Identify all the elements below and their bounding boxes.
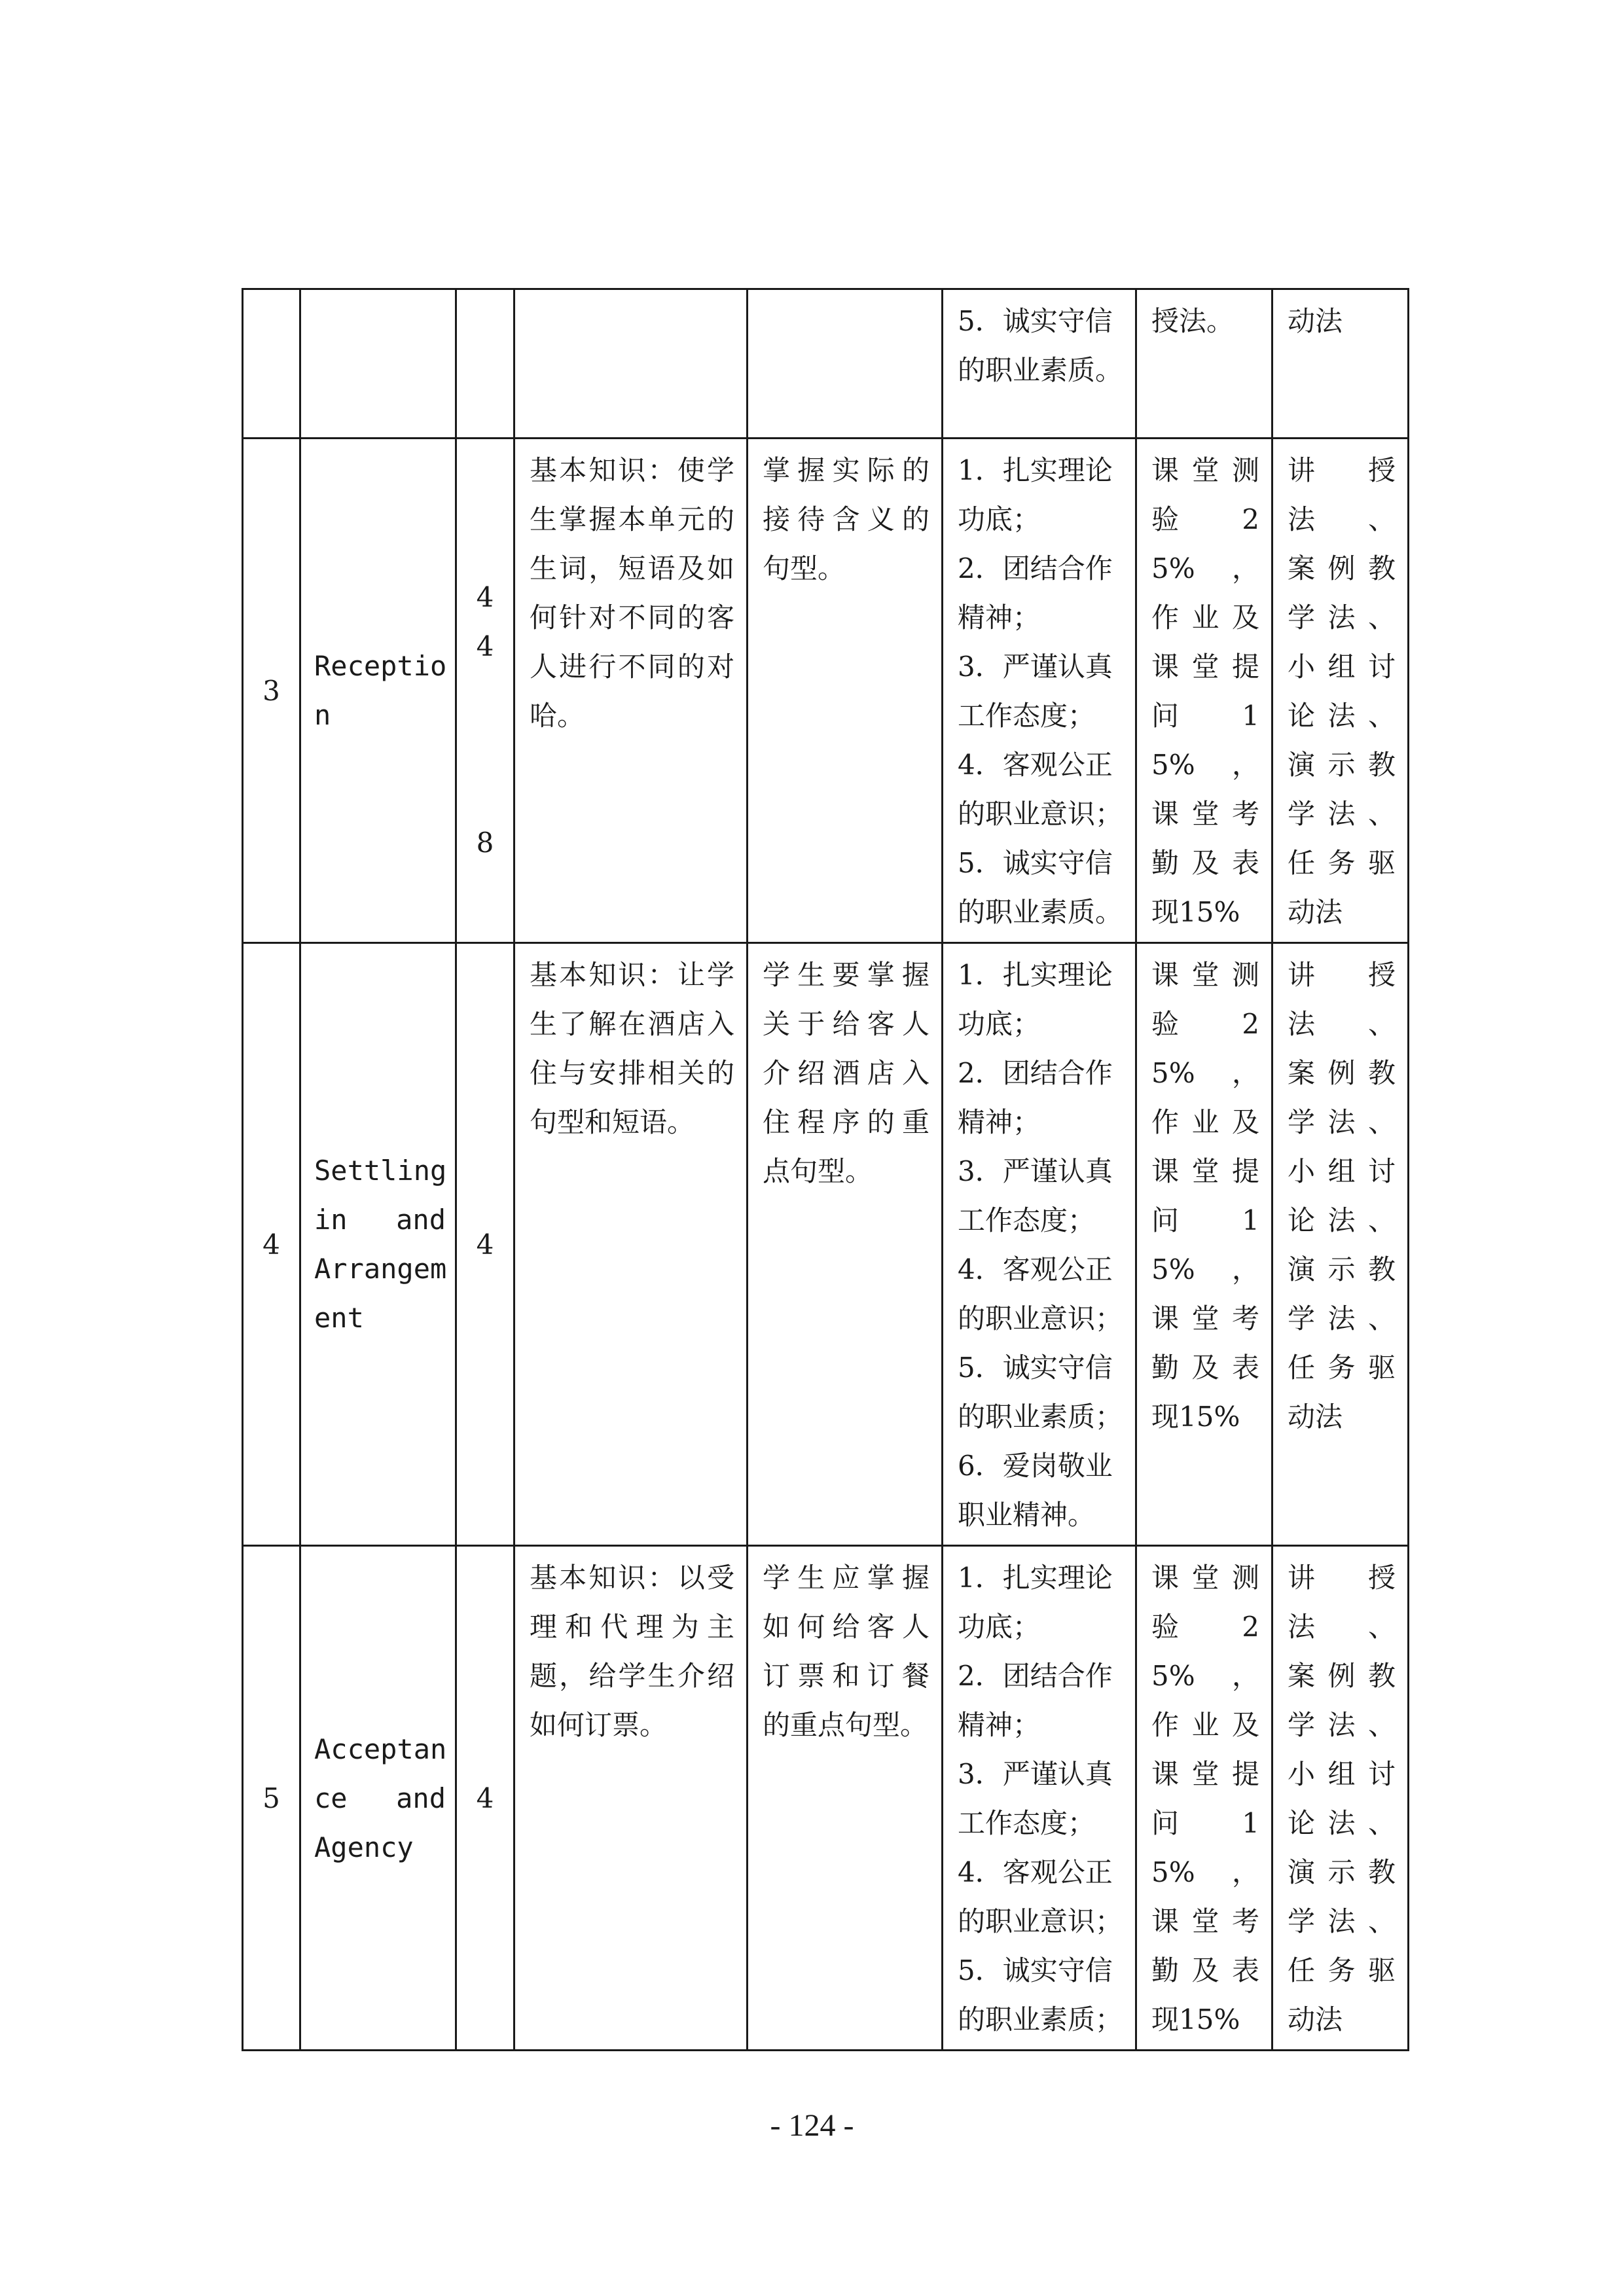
unit-title-line: in and: [314, 1204, 446, 1236]
cell-knowledge-line: 题，给学生介绍: [530, 1660, 734, 1692]
cell-quality-line: 6．爱岗敬业: [958, 1450, 1113, 1482]
cell-method-line: 小组讨: [1288, 1758, 1396, 1790]
cell-unit-number: 3: [243, 439, 300, 943]
unit-title-line: Agency: [314, 1831, 414, 1863]
cell-unit-number: 4: [243, 943, 300, 1546]
cell-method-line: 论法、: [1288, 1807, 1396, 1839]
cell-method-line: 论法、: [1288, 700, 1396, 732]
cell-method-line: 学法、: [1288, 1905, 1396, 1937]
unit-title-line: ent: [314, 1302, 364, 1334]
cell-method-line: 讲授法、: [1288, 454, 1396, 535]
unit-title-line: Arrangem: [314, 1253, 447, 1285]
cell-knowledge-line: 如何订票。: [530, 1709, 668, 1741]
cell-quality-line: 的职业素质；: [958, 2003, 1123, 2036]
cell-quality-line: 3．严谨认真: [958, 651, 1113, 683]
cell-quality-line: 工作态度；: [958, 1807, 1096, 1839]
cell-ability-line: 介绍酒店入: [763, 1057, 929, 1089]
cell-knowledge-line: 哈。: [530, 700, 585, 732]
cell-assessment-line: 作业及: [1151, 1709, 1259, 1741]
cell-quality: [943, 439, 1136, 943]
cell-assessment-line: 验25%，: [1151, 1008, 1259, 1089]
cell-quality-line: 功底；: [958, 1611, 1041, 1643]
cell-assessment-line: 现15%: [1151, 896, 1240, 928]
cell-assessment-line: 课堂测: [1151, 1562, 1259, 1594]
cell-quality-line: 的职业意识；: [958, 1302, 1123, 1335]
cell-quality-line: 的职业素质。: [958, 896, 1123, 928]
cell-assessment-line: 课堂提: [1151, 651, 1259, 683]
cell-method: [1272, 289, 1409, 439]
cell-quality-line: 精神；: [958, 1709, 1041, 1741]
cell-quality-line: 1．扎实理论: [958, 959, 1113, 991]
cell-method-line: 案例教: [1288, 1660, 1396, 1692]
cell-quality-line: 功底；: [958, 1008, 1041, 1040]
table-body: [243, 289, 1409, 2051]
cell-assessment-line: 课堂考: [1151, 798, 1259, 830]
cell-assessment-line: 作业及: [1151, 1106, 1259, 1138]
cell-knowledge: [514, 289, 748, 439]
cell-ability-line: 掌握实际的: [763, 454, 929, 486]
unit-title-line: Settling: [314, 1155, 447, 1187]
cell-quality-line: 精神；: [958, 1106, 1041, 1138]
cell-ability-line: 接待含义的: [763, 503, 929, 535]
cell-method-line: 动法: [1288, 1401, 1343, 1433]
cell-method-line: 讲授法、: [1288, 959, 1396, 1040]
cell-ability: [748, 943, 943, 1546]
cell-quality-line: 的职业意识；: [958, 798, 1123, 830]
cell-ability-line: 订票和订餐: [763, 1660, 929, 1692]
cell-assessment-line: 验25%，: [1151, 503, 1259, 584]
cell-quality-line: 工作态度；: [958, 700, 1096, 732]
cell-quality-line: 的职业素质。: [958, 354, 1123, 386]
cell-knowledge: [514, 1546, 748, 2051]
cell-knowledge-line: 住与安排相关的: [530, 1057, 734, 1089]
cell-method-line: 讲授法、: [1288, 1562, 1396, 1643]
cell-knowledge: [514, 439, 748, 943]
cell-quality: [943, 943, 1136, 1546]
hours-stack: [457, 439, 513, 930]
cell-ability-line: 住程序的重: [763, 1106, 929, 1138]
cell-quality-line: 4．客观公正: [958, 1253, 1113, 1285]
cell-method-line: 案例教: [1288, 1057, 1396, 1089]
cell-assessment-line: 作业及: [1151, 601, 1259, 634]
cell-knowledge: [514, 943, 748, 1546]
cell-quality-line: 2．团结合作: [958, 1057, 1113, 1089]
cell-knowledge-line: 生了解在酒店入: [530, 1008, 734, 1040]
unit-title-line: n: [314, 699, 331, 731]
cell-knowledge-line: 基本知识：使学: [530, 454, 734, 486]
cell-quality-line: 3．严谨认真: [958, 1758, 1113, 1790]
cell-quality-line: 1．扎实理论: [958, 1562, 1113, 1594]
cell-assessment-line: 课堂测: [1151, 959, 1259, 991]
cell-assessment-line: 勤及表: [1151, 1352, 1259, 1384]
cell-method-line: 任务驱: [1288, 847, 1396, 879]
hours-value: 4: [476, 581, 494, 613]
cell-method: [1272, 943, 1409, 1546]
cell-ability: [748, 289, 943, 439]
cell-quality: [943, 289, 1136, 439]
cell-method-line: 任务驱: [1288, 1954, 1396, 1986]
cell-knowledge-line: 句型和短语。: [530, 1106, 695, 1138]
cell-method-line: 演示教: [1288, 1856, 1396, 1888]
cell-assessment: [1136, 439, 1272, 943]
cell-assessment-line: 课堂提: [1151, 1758, 1259, 1790]
cell-assessment-line: 授法。: [1151, 305, 1235, 337]
cell-knowledge-line: 基本知识：让学: [530, 959, 734, 991]
cell-quality-line: 4．客观公正: [958, 1856, 1113, 1888]
cell-method-line: 案例教: [1288, 552, 1396, 584]
cell-knowledge-line: 基本知识：以受: [530, 1562, 734, 1594]
cell-method-line: 小组讨: [1288, 651, 1396, 683]
cell-assessment-line: 课堂考: [1151, 1302, 1259, 1335]
cell-quality-line: 1．扎实理论: [958, 454, 1113, 486]
cell-hours: [456, 439, 514, 943]
cell-method: [1272, 439, 1409, 943]
table-row: [243, 943, 1409, 1546]
cell-assessment-line: 验25%，: [1151, 1611, 1259, 1692]
cell-knowledge-line: 何针对不同的客: [530, 601, 734, 634]
cell-assessment-line: 勤及表: [1151, 847, 1259, 879]
cell-method-line: 动法: [1288, 2003, 1343, 2036]
cell-ability-line: 关于给客人: [763, 1008, 929, 1040]
cell-quality-line: 4．客观公正: [958, 749, 1113, 781]
cell-ability-line: 点句型。: [763, 1155, 873, 1187]
cell-method-line: 小组讨: [1288, 1155, 1396, 1187]
table-row: [243, 1546, 1409, 2051]
cell-knowledge-line: 生词，短语及如: [530, 552, 734, 584]
cell-hours: [456, 1546, 514, 2051]
page-number: - 124 -: [770, 2108, 854, 2143]
hours-value: 4: [476, 1228, 494, 1261]
cell-assessment-line: 课堂测: [1151, 454, 1259, 486]
cell-quality: [943, 1546, 1136, 2051]
cell-assessment: [1136, 289, 1272, 439]
cell-method-line: 学法、: [1288, 1106, 1396, 1138]
cell-unit-title: [300, 943, 456, 1546]
cell-assessment: [1136, 943, 1272, 1546]
cell-quality-line: 5．诚实守信: [958, 305, 1113, 337]
cell-quality-line: 5．诚实守信: [958, 1954, 1113, 1986]
cell-ability-line: 句型。: [763, 552, 846, 584]
cell-method-line: 学法、: [1288, 1709, 1396, 1741]
cell-method-line: 演示教: [1288, 1253, 1396, 1285]
cell-method-line: 论法、: [1288, 1204, 1396, 1236]
cell-unit-title: [300, 289, 456, 439]
cell-quality-line: 2．团结合作: [958, 552, 1113, 584]
unit-title-line: Receptio: [314, 650, 447, 682]
cell-knowledge-line: 理和代理为主: [530, 1611, 734, 1643]
cell-ability: [748, 1546, 943, 2051]
cell-assessment-line: 课堂考: [1151, 1905, 1259, 1937]
cell-unit-number: [243, 289, 300, 439]
cell-assessment: [1136, 1546, 1272, 2051]
cell-quality-line: 5．诚实守信: [958, 847, 1113, 879]
cell-unit-title: [300, 1546, 456, 2051]
cell-quality-line: 的职业意识；: [958, 1905, 1123, 1937]
cell-knowledge-line: 人进行不同的对: [530, 651, 734, 683]
cell-method-line: 动法: [1288, 305, 1343, 337]
cell-quality-line: 2．团结合作: [958, 1660, 1113, 1692]
cell-ability-line: 的重点句型。: [763, 1709, 928, 1741]
cell-assessment-line: 现15%: [1151, 2003, 1240, 2036]
hours-value: 4: [476, 1782, 494, 1814]
cell-quality-line: 精神；: [958, 601, 1041, 634]
syllabus-table: [242, 288, 1409, 2051]
cell-quality-line: 工作态度；: [958, 1204, 1096, 1236]
cell-quality-line: 职业精神。: [958, 1499, 1096, 1531]
cell-quality-line: 3．严谨认真: [958, 1155, 1113, 1187]
cell-assessment-line: 问15%，: [1151, 700, 1259, 781]
cell-knowledge-line: 生掌握本单元的: [530, 503, 734, 535]
cell-hours: [456, 943, 514, 1546]
unit-title-line: ce and: [314, 1782, 446, 1814]
unit-title-line: Acceptan: [314, 1732, 447, 1765]
cell-assessment-line: 课堂提: [1151, 1155, 1259, 1187]
hours-value: 8: [476, 827, 494, 859]
cell-assessment-line: 问15%，: [1151, 1807, 1259, 1888]
cell-method-line: 动法: [1288, 896, 1343, 928]
table-row: [243, 439, 1409, 943]
cell-method-line: 任务驱: [1288, 1352, 1396, 1384]
cell-method-line: 演示教: [1288, 749, 1396, 781]
cell-assessment-line: 勤及表: [1151, 1954, 1259, 1986]
cell-ability-line: 学生应掌握: [763, 1562, 929, 1594]
cell-quality-line: 功底；: [958, 503, 1041, 535]
cell-hours: [456, 289, 514, 439]
cell-assessment-line: 现15%: [1151, 1401, 1240, 1433]
cell-method: [1272, 1546, 1409, 2051]
cell-method-line: 学法、: [1288, 601, 1396, 634]
cell-method-line: 学法、: [1288, 1302, 1396, 1335]
cell-ability-line: 如何给客人: [763, 1611, 929, 1643]
cell-ability: [748, 439, 943, 943]
table-row: [243, 289, 1409, 439]
cell-quality-line: 的职业素质；: [958, 1401, 1123, 1433]
cell-unit-number: 5: [243, 1546, 300, 2051]
cell-ability-line: 学生要掌握: [763, 959, 929, 991]
hours-value: 4: [476, 630, 494, 662]
cell-method-line: 学法、: [1288, 798, 1396, 830]
cell-unit-title: [300, 439, 456, 943]
cell-assessment-line: 问15%，: [1151, 1204, 1259, 1285]
cell-quality-line: 5．诚实守信: [958, 1352, 1113, 1384]
